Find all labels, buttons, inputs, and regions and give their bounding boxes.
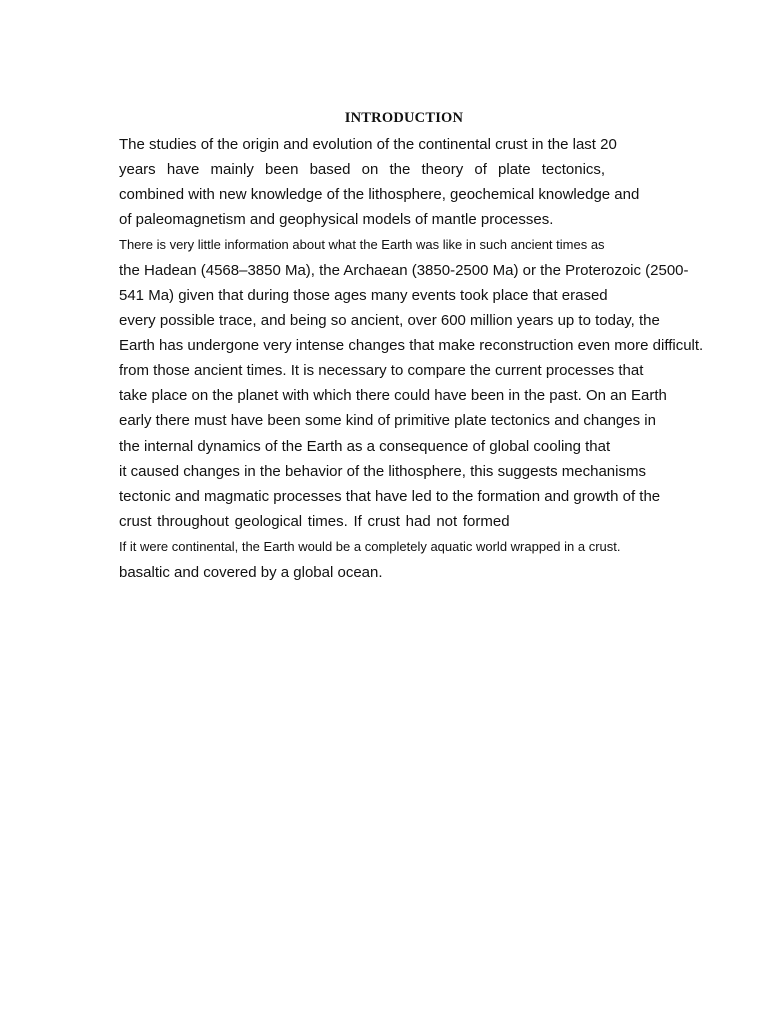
- body-line: the internal dynamics of the Earth as a consequence of global cooling that: [119, 438, 611, 455]
- body-line: it caused changes in the behavior of the lithosphere, this suggests mechanisms: [119, 463, 646, 480]
- body-line: the Hadean (4568–3850 Ma), the Archaean (3850-2500 Ma) or the Proterozoic (2500-: [119, 262, 689, 279]
- body-line: take place on the planet with which there could have been in the past. On an Earth: [119, 387, 667, 404]
- body-line: of paleomagnetism and geophysical models of mantle processes.: [119, 211, 554, 228]
- body-line: from those ancient times. It is necessary to compare the current processes that: [119, 362, 644, 379]
- section-heading: INTRODUCTION: [344, 110, 464, 126]
- body-line: If it were continental, the Earth would be a completely aquatic world wrapped in a crust.: [119, 539, 621, 554]
- body-line: tectonic and magmatic processes that have led to the formation and growth of the: [119, 488, 661, 505]
- body-line: Earth has undergone very intense changes that make reconstruction even more difficult.: [119, 337, 704, 354]
- body-line: every possible trace, and being so ancient, over 600 million years up to today, the: [119, 312, 660, 329]
- body-line: crust throughout geological times. If crust had not formed: [119, 513, 510, 530]
- body-line: 541 Ma) given that during those ages many events took place that erased: [119, 287, 608, 304]
- body-line: early there must have been some kind of primitive plate tectonics and changes in: [119, 412, 656, 429]
- body-line: The studies of the origin and evolution of the continental crust in the last 20: [119, 136, 617, 153]
- body-line: basaltic and covered by a global ocean.: [119, 564, 383, 581]
- body-line: combined with new knowledge of the lithosphere, geochemical knowledge and: [119, 186, 640, 203]
- body-line: There is very little information about what the Earth was like in such ancient times as: [119, 237, 605, 252]
- body-line: years have mainly been based on the theory of plate tectonics,: [119, 161, 606, 178]
